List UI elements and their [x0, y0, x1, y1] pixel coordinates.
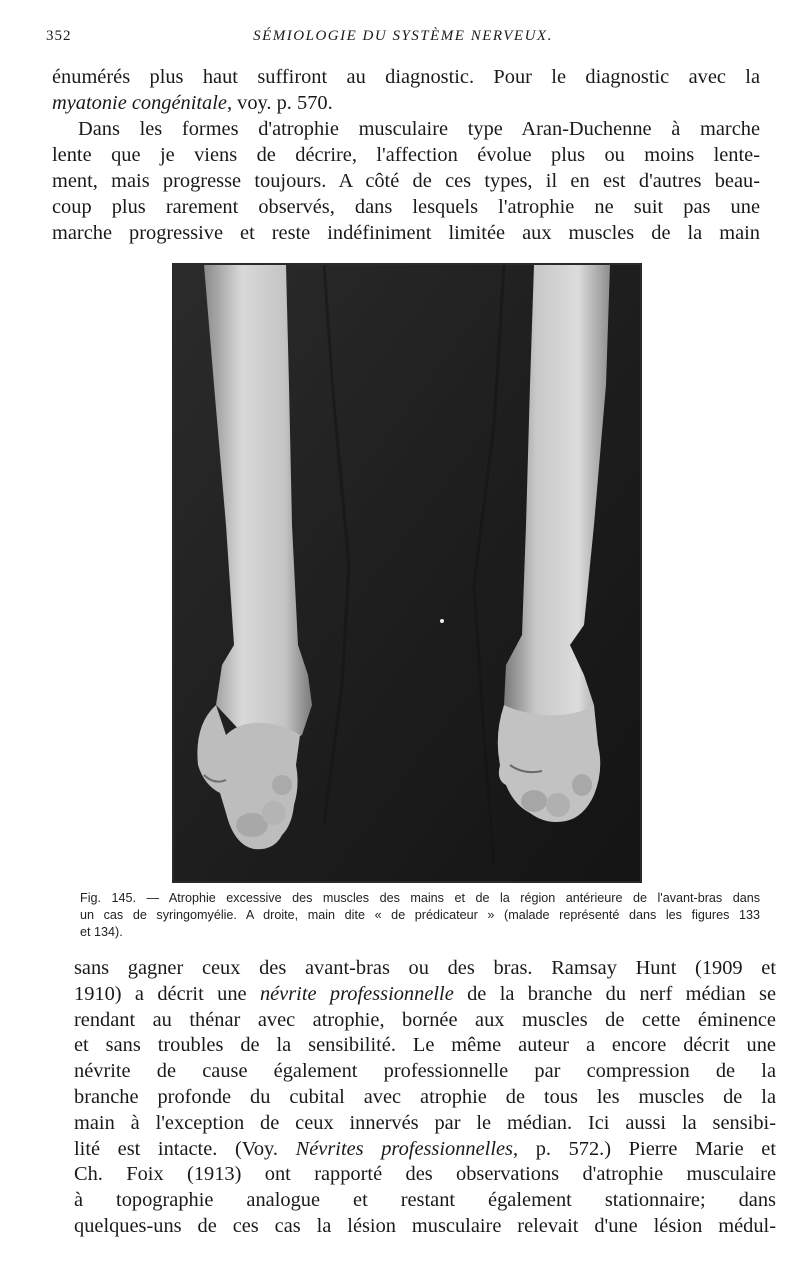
text-fragment: , p. 572.) Pierre Marie et	[512, 1137, 776, 1160]
text-line: énumérés plus haut suffiront au diagnostic. Pour le diagnostic avec la	[52, 66, 760, 88]
text-line	[74, 1137, 776, 1163]
caption-line: et 134).	[80, 925, 123, 939]
page-header	[46, 28, 760, 54]
italic-term: myatonie congénitale,	[52, 92, 233, 114]
page-number: 352	[46, 28, 72, 44]
text-line: Ch. Foix (1913) ont rapporté des observations d'atrophie musculaire	[74, 1163, 776, 1186]
text-line: ment, mais progresse toujours. A côté de ces types, il en est d'autres beau-	[52, 170, 760, 192]
text-line: névrite de cause également professionnelle par compression de la	[74, 1060, 776, 1083]
text-line: coup plus rarement observés, dans lesquels l'atrophie ne suit pas une	[52, 196, 760, 218]
paragraph-3	[74, 956, 776, 1240]
caption-line: Fig. 145. — Atrophie excessive des muscles des mains et de la région antérieure de l'avant-bras dans	[80, 891, 760, 905]
text-line: main à l'exception de ceux innervés par le médian. Ici aussi la sensibi-	[74, 1111, 776, 1134]
text-line: marche progressive et reste indéfiniment limitée aux muscles de la main	[52, 222, 760, 244]
running-title: SÉMIOLOGIE DU SYSTÈME NERVEUX.	[253, 28, 553, 44]
text-fragment: de la branche du nerf médian se	[453, 982, 776, 1005]
paragraph-2	[52, 116, 760, 246]
figure-caption	[80, 890, 760, 941]
text-fragment: lité est intacte. (Voy.	[74, 1137, 296, 1160]
caption-line: un cas de syringomyélie. A droite, main dite « de prédicateur » (malade représenté dans les figures 133	[80, 908, 760, 922]
text-line: sans gagner ceux des avant-bras ou des bras. Ramsay Hunt (1909 et	[74, 957, 776, 979]
text-line: rendant au thénar avec atrophie, bornée aux muscles de cette éminence	[74, 1008, 776, 1031]
italic-term: Névrites professionnelles	[295, 1137, 513, 1160]
text-line: branche profonde du cubital avec atrophie de tous les muscles de la	[74, 1085, 776, 1108]
text-line: et sans troubles de la sensibilité. Le même auteur a encore décrit une	[74, 1034, 776, 1057]
text-line: lente que je viens de décrire, l'affection évolue plus ou moins lente-	[52, 144, 760, 166]
text-line: Dans les formes d'atrophie musculaire type Aran-Duchenne à marche	[78, 118, 760, 140]
italic-term: névrite professionnelle	[259, 982, 454, 1005]
text-line: à topographie analogue et restant également stationnaire; dans	[74, 1189, 776, 1212]
text-fragment: voy. p. 570.	[232, 92, 333, 114]
text-line: quelques-uns de ces cas la lésion musculaire relevait d'une lésion médul-	[74, 1214, 776, 1237]
forearms-photo-illustration	[174, 265, 640, 881]
text-fragment: 1910) a décrit une	[74, 982, 260, 1005]
figure-photograph	[172, 263, 642, 883]
text-line	[74, 982, 776, 1008]
paragraph-1	[52, 64, 760, 116]
text-line	[52, 90, 760, 116]
